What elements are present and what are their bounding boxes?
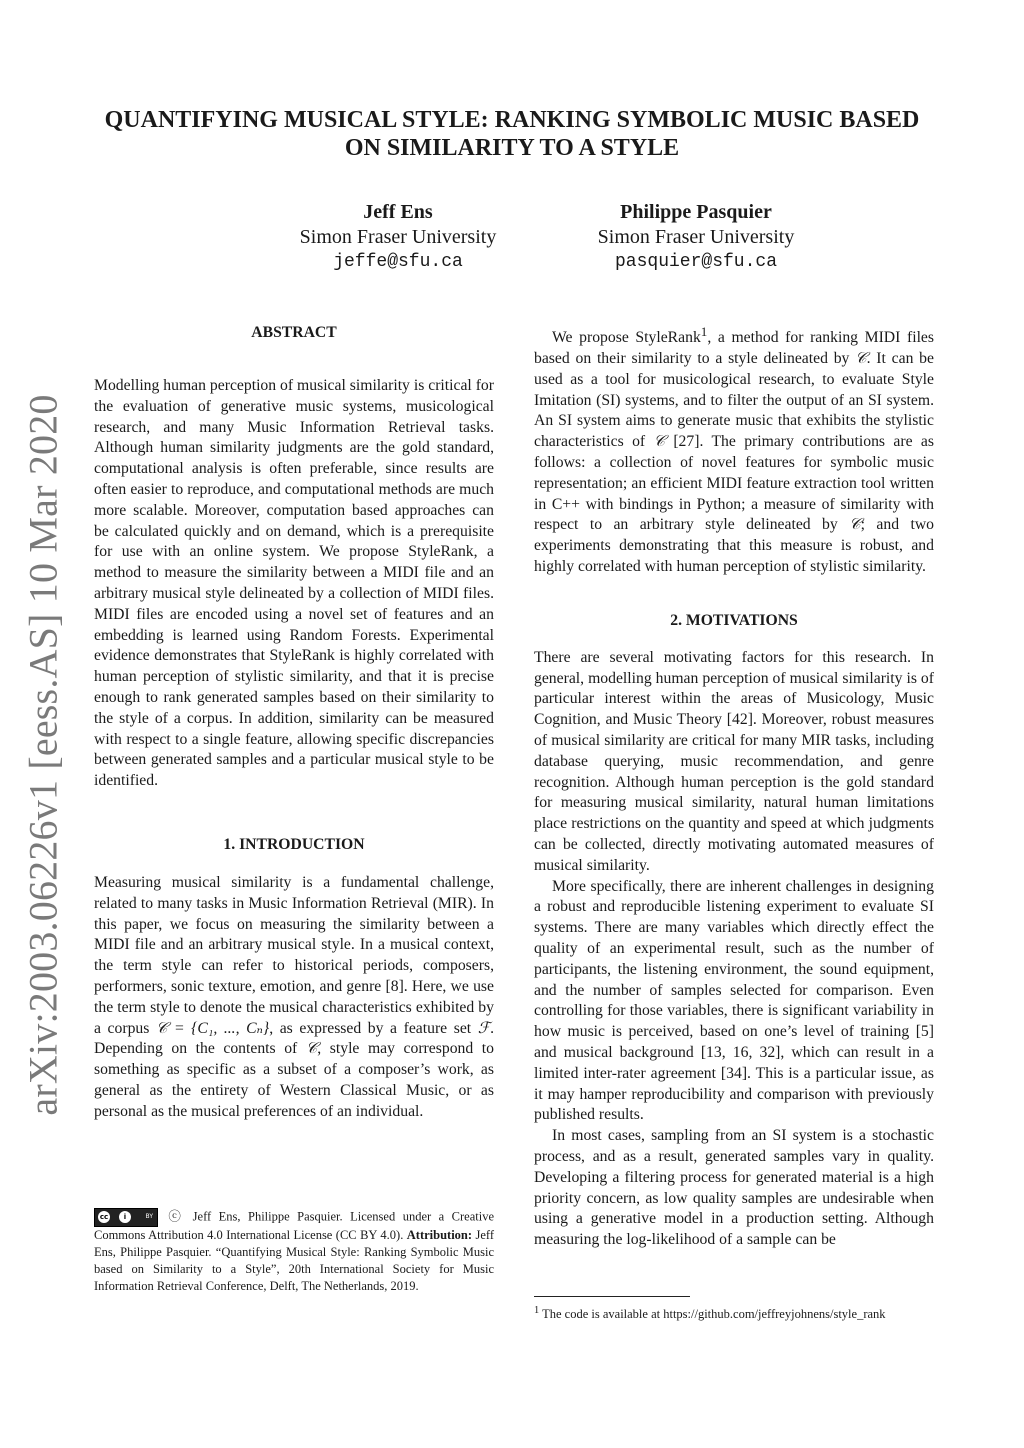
author-affiliation: Simon Fraser University [597,226,795,248]
arxiv-identifier: arXiv:2003.06226v1 [eess.AS] 10 Mar 2020 [20,394,66,1116]
motivations-paragraph-1: There are several motivating factors for this research. In general, modelling human perception of musical similarity is of particular interest within the areas of Musicology, Music Cognition, and Music Theory [42]. Moreover, robust measures of musical similarity are critical for many MIR tasks, including database querying, music recommendation, and genre recognition. Although human perception is the gold standard for measuring musical similarity, natural human limitations place restrictions on the quantity and speed at which judgments can be collected, directly motivating automated measures of musical similarity. [534,648,934,874]
cc-by-license-icon: cc i BY [94,1208,158,1227]
footnote: $^1$ The code is available at https://github.com/jeffreyjohnens/style_rank [534,1305,886,1322]
paper-title-line-1: QUANTIFYING MUSICAL STYLE: RANKING SYMBOLIC MUSIC BASED [104,107,920,133]
motivations-paragraph-3: In most cases, sampling from an SI system is a stochastic process, and as a result, generated samples vary in quality. Developing a filtering process for generated material is a high priority concern, as low quality samples are undesirable when using a generative model in a production setting. Although measuring the log-likelihood of a sample can be [534,1127,934,1249]
author-block-1 [248,200,548,275]
author-email: pasquier@sfu.ca [614,252,778,272]
motivations-paragraph-2: More specifically, there are inherent challenges in designing a robust and reproducible listening experiment to evaluate SI systems. There are many variables which directly effect the quality of an experimental result, such as the number of participants, the listening environment, the sound equipment, and the number of samples selected for comparison. Even controlling for those variables, there is significant variability in how music is perceived, based on one’s level of training [5] and musical background [13, 16, 32], which can result in a limited inter-rater agreement [34]. This is a particular issue, as it may hamper reproducibility and comparison with previously published results. [534,877,934,1124]
license-notice: cc i BY ⓒ Jeff Ens, Philippe Pasquier. Licensed under a Creative Commons Attribution 4.0 International License (CC BY 4.0). Attribution: Jeff Ens, Philippe Pasquier. “Quantifying Musical Style: Ranking Symbolic Music based on Similarity to a Style”, 20th International Society for Music Information Retrieval Conference, Delft, The Netherlands, 2019. [94,1209,494,1293]
author-affiliation: Simon Fraser University [299,226,497,248]
motivations-heading: 2. MOTIVATIONS [670,611,798,629]
abstract-heading: ABSTRACT [251,324,337,341]
introduction-paragraph: Measuring musical similarity is a fundamental challenge, related to many tasks in Music Information Retrieval (MIR). In this paper, we focus on measuring the similarity between a MIDI file and an arbitrary musical style. In a musical context, the term style can refer to historical periods, composers, performers, sonic texture, emotion, and genre [8]. Here, we use the term style to denote the musical characteristics exhibited by a corpus 𝒞 = {C₁, ..., Cₙ}, as expressed by a feature set ℱ. Depending on the contents of 𝒞, style may correspond to something as specific as a subset of a composer’s work, as general as the entirety of Western Classical Music, or as personal as the musical preferences of an individual. [94,873,494,1120]
abstract-text: Modelling human perception of musical similarity is critical for the evaluation of generative music systems, musicological research, and many Music Information Retrieval tasks. Although human similarity judgments are the gold standard, computational analysis is often preferable, since results are often easier to reproduce, and computational methods are much more scalable. Moreover, computation based approaches can be calculated quickly and on demand, which is a prerequisite for use with an online system. We propose StyleRank, a method to measure the similarity between a MIDI file and an arbitrary musical style delineated by a collection of MIDI files. MIDI files are encoded using a novel set of features and an embedding is learned using Random Forests. Experimental evidence demonstrates that StyleRank is highly correlated with human perception of stylistic similarity, and that it is precise enough to rank generated samples based on their similarity to the style of a corpus. In addition, similarity can be measured with respect to a single feature, allowing specific discrepancies between generated samples and a particular musical style to be identified. [94,377,494,790]
author-email: jeffe@sfu.ca [333,252,463,272]
footnote-reference: 1 [700,324,708,339]
contribution-paragraph: We propose StyleRank$^1$, a method for ranking MIDI files based on their similarity to a style delineated by 𝒞. It can be used as a tool for musicological research, to evaluate Style Imitation (SI) systems, and to filter the output of an SI system. An SI system aims to generate music that exhibits the stylistic characteristics of 𝒞 [27]. The primary contributions are as follows: a collection of novel features for symbolic music representation; an efficient MIDI feature extraction tool written in C++ with bindings in Python; a measure of similarity with respect to an arbitrary style delineated by 𝒞; and two experiments demonstrating that this measure is robust, and highly correlated with human perception of stylistic similarity. [534,324,934,575]
author-name: Jeff Ens [363,201,433,223]
left-column [94,322,494,1123]
author-name: Philippe Pasquier [620,201,772,223]
feature-set-math: ℱ [477,1019,491,1037]
arxiv-sidebar-stamp [12,394,74,1116]
paper-title-line-2: ON SIMILARITY TO A STYLE [344,135,680,161]
right-column [534,322,934,1251]
corpus-symbol-math: 𝒞 [305,1040,318,1058]
introduction-heading: 1. INTRODUCTION [223,835,365,853]
author-block-2 [546,200,846,275]
footnote-divider [534,1296,690,1297]
paper-title [70,106,954,162]
corpus-set-math: 𝒞 = {C₁, ..., Cₙ} [155,1019,270,1037]
